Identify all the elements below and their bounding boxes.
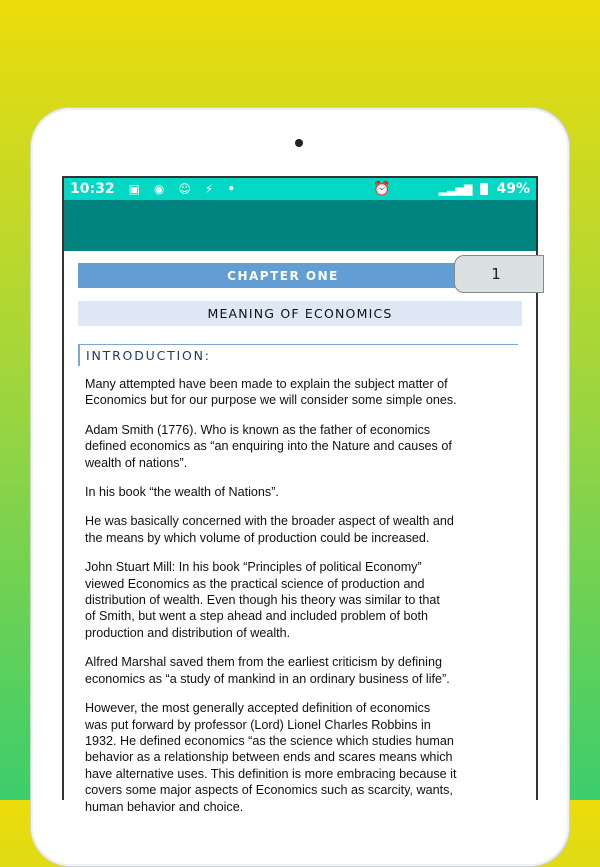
status-bar bbox=[64, 178, 536, 200]
paragraph-line: distribution of wealth. Even though his theory was similar to that bbox=[85, 593, 440, 608]
battery-level: 49% bbox=[496, 181, 530, 197]
alarm-icon: ⏰ bbox=[373, 181, 391, 197]
clock: 10:32 bbox=[70, 181, 115, 197]
paragraph-line: In his book “the wealth of Nations”. bbox=[85, 485, 279, 500]
chapter-title: MEANING OF ECONOMICS bbox=[78, 301, 522, 326]
paragraph bbox=[85, 422, 525, 471]
paragraph bbox=[85, 484, 525, 500]
paragraph-line: 1932. He defined economics “as the science which studies human bbox=[85, 733, 454, 748]
battery-icon bbox=[480, 183, 488, 195]
paragraph-line: defined economics as “an enquiring into the Nature and causes of bbox=[85, 439, 452, 454]
paragraph-line: However, the most generally accepted definition of economics bbox=[85, 701, 431, 716]
camera-icon bbox=[295, 139, 303, 147]
paragraph-line: Many attempted have been made to explain the subject matter of bbox=[85, 377, 448, 391]
paragraph-line: the means by which volume of production could be increased. bbox=[85, 530, 430, 545]
paragraph-line: wealth of nations”. bbox=[85, 455, 188, 470]
paragraph-line: behavior as a relationship between ends and scares means which bbox=[85, 750, 453, 765]
paragraph bbox=[85, 700, 525, 815]
app-bar bbox=[64, 200, 536, 251]
paragraph-line: production and distribution of wealth. bbox=[85, 625, 291, 640]
paragraph bbox=[85, 376, 525, 409]
dot-icon: • bbox=[227, 182, 236, 196]
section-heading: INTRODUCTION: bbox=[78, 344, 518, 366]
paragraph-line: human behavior and choice. bbox=[85, 799, 244, 814]
paragraph-line: He was basically concerned with the broader aspect of wealth and bbox=[85, 514, 454, 529]
paragraph-line: John Stuart Mill: In his book “Principles of political Economy” bbox=[85, 560, 422, 575]
chapter-heading: CHAPTER ONE bbox=[78, 263, 518, 288]
paragraph-line: Economics but for our purpose we will consider some simple ones. bbox=[85, 393, 457, 408]
paragraph-line: have alternative uses. This definition is more embracing because it bbox=[85, 766, 457, 781]
paragraph bbox=[85, 559, 525, 641]
paragraph-line: Adam Smith (1776). Who is known as the father of economics bbox=[85, 422, 431, 437]
paragraph bbox=[85, 513, 525, 546]
paragraph-line: Alfred Marshal saved them from the earliest criticism by defining bbox=[85, 655, 442, 670]
paragraph-line: economics as “a study of mankind in an ordinary business of life”. bbox=[85, 671, 450, 686]
body-text bbox=[85, 376, 525, 828]
paragraph-line: of Smith, but went a step ahead and included problem of both bbox=[85, 609, 429, 624]
charging-icon: ⚡ bbox=[204, 182, 214, 196]
paragraph bbox=[85, 654, 525, 687]
page-number-badge[interactable]: 1 bbox=[454, 255, 544, 293]
paragraph-line: was put forward by professor (Lord) Lionel Charles Robbins in bbox=[85, 717, 431, 732]
screen-cast-icon: ▣ bbox=[128, 182, 140, 196]
paragraph-line: covers some major aspects of Economics such as scarcity, wants, bbox=[85, 783, 453, 798]
screen bbox=[62, 176, 538, 814]
paragraph-line: viewed Economics as the practical science of production and bbox=[85, 576, 425, 591]
signal-icon: ▂▃▅▇ bbox=[438, 182, 473, 196]
app-notification-icon: ☺ bbox=[178, 182, 191, 196]
hotspot-icon: ◉ bbox=[153, 182, 165, 196]
